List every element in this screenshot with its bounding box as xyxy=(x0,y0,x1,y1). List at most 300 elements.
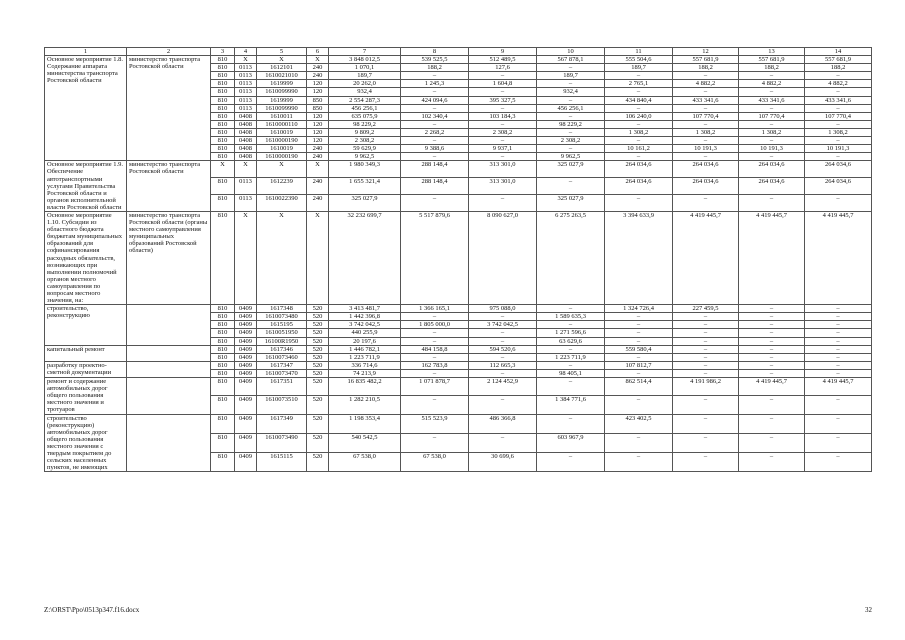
code-cell: 810 xyxy=(211,145,235,153)
amount-cell: – xyxy=(805,321,872,329)
amount-cell: – xyxy=(673,120,739,128)
amount-cell: 440 255,9 xyxy=(329,329,401,337)
amount-cell: 325 027,9 xyxy=(537,195,605,212)
code-cell: 1612101 xyxy=(257,64,307,72)
amount-cell: – xyxy=(739,453,805,472)
amount-cell: 32 232 699,7 xyxy=(329,211,401,304)
amount-cell: 264 034,6 xyxy=(673,161,739,178)
amount-cell: – xyxy=(805,361,872,369)
executor-cell: министерство транспорта Ростовской области (органы местного самоуправления муниципальных образований Ростовской области) xyxy=(127,211,211,304)
amount-cell: 2 268,2 xyxy=(401,128,469,136)
header-cell: 4 xyxy=(235,48,257,56)
amount-cell: 4 419 445,7 xyxy=(673,211,739,304)
code-cell: X xyxy=(257,211,307,304)
amount-cell: 107 770,4 xyxy=(739,112,805,120)
code-cell: 810 xyxy=(211,433,235,452)
code-cell: 810 xyxy=(211,80,235,88)
code-cell: 0409 xyxy=(235,321,257,329)
code-cell: 0409 xyxy=(235,378,257,396)
amount-cell: 1 070,1 xyxy=(329,64,401,72)
amount-cell: – xyxy=(805,137,872,145)
code-cell: 240 xyxy=(307,64,329,72)
amount-cell: 103 184,3 xyxy=(469,112,537,120)
amount-cell: – xyxy=(805,195,872,212)
table-row xyxy=(45,56,872,64)
table-row xyxy=(45,161,872,178)
code-cell: 1610000110 xyxy=(257,120,307,128)
amount-cell: 2 554 287,3 xyxy=(329,96,401,104)
amount-cell: – xyxy=(537,145,605,153)
amount-cell: 456 256,1 xyxy=(537,104,605,112)
amount-cell: – xyxy=(805,329,872,337)
amount-cell: – xyxy=(605,120,673,128)
amount-cell: – xyxy=(537,112,605,120)
amount-cell: 67 538,0 xyxy=(401,453,469,472)
code-cell: 1610099990 xyxy=(257,104,307,112)
amount-cell: – xyxy=(537,64,605,72)
amount-cell: – xyxy=(739,329,805,337)
amount-cell: 4 882,2 xyxy=(805,80,872,88)
amount-cell: 1 282 210,5 xyxy=(329,396,401,414)
code-cell: 240 xyxy=(307,153,329,161)
amount-cell: – xyxy=(469,195,537,212)
amount-cell: – xyxy=(673,396,739,414)
document-path: Z:\ORST\Ppo\0513p347.f16.docx xyxy=(44,606,140,614)
amount-cell: – xyxy=(805,88,872,96)
amount-cell: 188,2 xyxy=(673,64,739,72)
code-cell: 810 xyxy=(211,72,235,80)
amount-cell: – xyxy=(401,369,469,377)
amount-cell: 6 275 263,5 xyxy=(537,211,605,304)
amount-cell: 188,2 xyxy=(805,64,872,72)
amount-cell: 4 419 445,7 xyxy=(739,378,805,396)
amount-cell: – xyxy=(739,153,805,161)
amount-cell: 395 327,5 xyxy=(469,96,537,104)
code-cell: 120 xyxy=(307,128,329,136)
amount-cell: 434 840,4 xyxy=(605,96,673,104)
amount-cell: – xyxy=(673,453,739,472)
amount-cell: – xyxy=(401,433,469,452)
amount-cell: – xyxy=(673,353,739,361)
amount-cell: 515 523,9 xyxy=(401,414,469,433)
amount-cell: 1 271 596,6 xyxy=(537,329,605,337)
code-cell: 810 xyxy=(211,378,235,396)
amount-cell: – xyxy=(673,104,739,112)
code-cell: 810 xyxy=(211,329,235,337)
amount-cell: 433 341,6 xyxy=(805,96,872,104)
amount-cell: – xyxy=(739,120,805,128)
code-cell: 1610073490 xyxy=(257,433,307,452)
code-cell: X xyxy=(257,161,307,178)
amount-cell: 189,7 xyxy=(537,72,605,80)
amount-cell: – xyxy=(401,153,469,161)
code-cell: 520 xyxy=(307,313,329,321)
code-cell: 1617351 xyxy=(257,378,307,396)
code-cell: 1610019 xyxy=(257,128,307,136)
amount-cell: 264 034,6 xyxy=(605,161,673,178)
measure-name-cell: строительство (реконструкцию) автомобильных дорог общего пользования местного значения с твердым покрытием до сельских населенных пунктов, не имеющих xyxy=(45,414,127,472)
amount-cell: – xyxy=(739,396,805,414)
amount-cell: – xyxy=(469,104,537,112)
code-cell: 0113 xyxy=(235,195,257,212)
code-cell: X xyxy=(307,161,329,178)
code-cell: 1617346 xyxy=(257,345,307,353)
amount-cell: 30 699,6 xyxy=(469,453,537,472)
code-cell: 120 xyxy=(307,137,329,145)
code-cell: 850 xyxy=(307,96,329,104)
code-cell: 520 xyxy=(307,321,329,329)
code-cell: 0409 xyxy=(235,345,257,353)
amount-cell: – xyxy=(401,396,469,414)
amount-cell: – xyxy=(401,137,469,145)
amount-cell: 188,2 xyxy=(401,64,469,72)
header-cell: 10 xyxy=(537,48,605,56)
amount-cell: – xyxy=(673,72,739,80)
code-cell: 0113 xyxy=(235,64,257,72)
code-cell: 240 xyxy=(307,145,329,153)
code-cell: 0409 xyxy=(235,329,257,337)
code-cell: 810 xyxy=(211,64,235,72)
code-cell: 0408 xyxy=(235,112,257,120)
code-cell: 1610000190 xyxy=(257,137,307,145)
measure-name-cell: капитальный ремонт xyxy=(45,345,127,361)
amount-cell: – xyxy=(605,369,673,377)
amount-cell: 3 742 042,5 xyxy=(469,321,537,329)
code-cell: 1610051950 xyxy=(257,329,307,337)
amount-cell: 1 366 165,1 xyxy=(401,305,469,313)
executor-cell xyxy=(127,361,211,377)
code-cell: X xyxy=(235,56,257,64)
amount-cell: – xyxy=(605,353,673,361)
code-cell: 0409 xyxy=(235,337,257,345)
amount-cell: 10 191,3 xyxy=(805,145,872,153)
amount-cell: 313 301,0 xyxy=(469,178,537,195)
header-cell: 7 xyxy=(329,48,401,56)
amount-cell: – xyxy=(537,345,605,353)
executor-cell: министерство транспорта Ростовской области xyxy=(127,161,211,212)
budget-table xyxy=(44,47,872,472)
amount-cell: – xyxy=(605,72,673,80)
amount-cell: 2 308,2 xyxy=(329,137,401,145)
code-cell: 1610099990 xyxy=(257,88,307,96)
code-cell: 810 xyxy=(211,211,235,304)
amount-cell: 264 034,6 xyxy=(805,161,872,178)
code-cell: 520 xyxy=(307,337,329,345)
code-cell: 1615195 xyxy=(257,321,307,329)
amount-cell: – xyxy=(805,104,872,112)
amount-cell: 555 504,6 xyxy=(605,56,673,64)
amount-cell: 189,7 xyxy=(605,64,673,72)
amount-cell: – xyxy=(673,337,739,345)
amount-cell: 2 124 452,9 xyxy=(469,378,537,396)
code-cell: 1619999 xyxy=(257,80,307,88)
amount-cell: – xyxy=(401,72,469,80)
code-cell: X xyxy=(307,211,329,304)
code-cell: 520 xyxy=(307,433,329,452)
amount-cell: 264 034,6 xyxy=(605,178,673,195)
amount-cell: – xyxy=(469,369,537,377)
amount-cell: – xyxy=(805,353,872,361)
amount-cell: 1 589 635,3 xyxy=(537,313,605,321)
amount-cell: – xyxy=(469,137,537,145)
amount-cell: – xyxy=(739,369,805,377)
code-cell: 0409 xyxy=(235,305,257,313)
amount-cell: – xyxy=(805,305,872,313)
code-cell: 1617349 xyxy=(257,414,307,433)
amount-cell: 1 442 396,8 xyxy=(329,313,401,321)
code-cell: 520 xyxy=(307,353,329,361)
code-cell: 810 xyxy=(211,369,235,377)
header-cell: 6 xyxy=(307,48,329,56)
amount-cell: – xyxy=(401,120,469,128)
table-row xyxy=(45,414,872,433)
code-cell: 810 xyxy=(211,313,235,321)
amount-cell: – xyxy=(537,128,605,136)
header-row xyxy=(45,48,872,56)
code-cell: 520 xyxy=(307,329,329,337)
amount-cell: 288 148,4 xyxy=(401,178,469,195)
amount-cell: – xyxy=(673,321,739,329)
amount-cell: – xyxy=(605,433,673,452)
amount-cell: – xyxy=(739,414,805,433)
code-cell: 0408 xyxy=(235,120,257,128)
amount-cell: – xyxy=(739,433,805,452)
table-row xyxy=(45,345,872,353)
amount-cell: 9 809,2 xyxy=(329,128,401,136)
code-cell: 810 xyxy=(211,120,235,128)
amount-cell: – xyxy=(469,313,537,321)
amount-cell: 4 419 445,7 xyxy=(805,378,872,396)
amount-cell: – xyxy=(469,120,537,128)
code-cell: 810 xyxy=(211,414,235,433)
amount-cell: 102 340,4 xyxy=(401,112,469,120)
measure-name-cell: Основное мероприятие 1.8. Содержание аппарата министерства транспорта Ростовской области xyxy=(45,56,127,161)
measure-name-cell: Основное мероприятие 1.9. Обеспечение автотранспортными услугами Правительства Ростовской области и органов исполнительной власти Ростовской области xyxy=(45,161,127,212)
code-cell: 0409 xyxy=(235,353,257,361)
amount-cell: 4 419 445,7 xyxy=(739,211,805,304)
amount-cell: 3 394 633,9 xyxy=(605,211,673,304)
code-cell: 1610022390 xyxy=(257,195,307,212)
amount-cell: 264 034,6 xyxy=(739,161,805,178)
amount-cell: 1 223 711,9 xyxy=(537,353,605,361)
amount-cell: 9 937,1 xyxy=(469,145,537,153)
amount-cell: 3 848 012,5 xyxy=(329,56,401,64)
amount-cell: – xyxy=(401,88,469,96)
measure-name-cell: ремонт и содержание автомобильных дорог общего пользования местного значения и тротуаров xyxy=(45,378,127,414)
amount-cell: 456 256,1 xyxy=(329,104,401,112)
amount-cell: – xyxy=(605,137,673,145)
amount-cell: – xyxy=(469,433,537,452)
amount-cell: 9 962,5 xyxy=(537,153,605,161)
code-cell: 0113 xyxy=(235,72,257,80)
table-row xyxy=(45,305,872,313)
code-cell: 810 xyxy=(211,195,235,212)
measure-name-cell: строительство, реконструкцию xyxy=(45,305,127,345)
amount-cell: 594 520,6 xyxy=(469,345,537,353)
amount-cell: – xyxy=(537,96,605,104)
amount-cell: 227 459,5 xyxy=(673,305,739,313)
code-cell: 0409 xyxy=(235,313,257,321)
measure-name-cell: Основное мероприятие 1.10. Субсидии из областного бюджета бюджетам муниципальных образований для софинансирования расходных обязательств, возникающих при выполнении полномочий органов местного самоуправления по вопросам местного значения, на: xyxy=(45,211,127,304)
amount-cell: 2 765,1 xyxy=(605,80,673,88)
amount-cell: – xyxy=(469,353,537,361)
amount-cell: – xyxy=(805,120,872,128)
amount-cell: 1 308,2 xyxy=(605,128,673,136)
amount-cell: – xyxy=(605,396,673,414)
header-cell: 13 xyxy=(739,48,805,56)
amount-cell: 1 805 000,0 xyxy=(401,321,469,329)
executor-cell xyxy=(127,378,211,414)
code-cell: 1612239 xyxy=(257,178,307,195)
amount-cell: – xyxy=(537,361,605,369)
table-body xyxy=(45,48,872,472)
amount-cell: – xyxy=(805,396,872,414)
code-cell: 810 xyxy=(211,96,235,104)
header-cell: 5 xyxy=(257,48,307,56)
code-cell: 810 xyxy=(211,56,235,64)
code-cell: 120 xyxy=(307,88,329,96)
amount-cell: 336 714,6 xyxy=(329,361,401,369)
amount-cell: – xyxy=(469,72,537,80)
code-cell: 16100R1950 xyxy=(257,337,307,345)
table-row xyxy=(45,361,872,369)
code-cell: 120 xyxy=(307,112,329,120)
amount-cell: 1 446 782,1 xyxy=(329,345,401,353)
amount-cell: – xyxy=(673,153,739,161)
amount-cell: 932,4 xyxy=(329,88,401,96)
amount-cell: – xyxy=(605,321,673,329)
code-cell: X xyxy=(211,161,235,178)
page-number: 32 xyxy=(865,606,872,614)
amount-cell: 559 580,4 xyxy=(605,345,673,353)
amount-cell: – xyxy=(469,337,537,345)
amount-cell: – xyxy=(739,345,805,353)
amount-cell: 603 967,9 xyxy=(537,433,605,452)
amount-cell: 106 240,0 xyxy=(605,112,673,120)
code-cell: 0408 xyxy=(235,153,257,161)
code-cell: 810 xyxy=(211,453,235,472)
amount-cell: 557 681,9 xyxy=(673,56,739,64)
code-cell: 0409 xyxy=(235,433,257,452)
code-cell: 0408 xyxy=(235,145,257,153)
amount-cell: 10 191,3 xyxy=(739,145,805,153)
code-cell: 240 xyxy=(307,178,329,195)
amount-cell: 557 681,9 xyxy=(805,56,872,64)
amount-cell: 1 980 349,3 xyxy=(329,161,401,178)
amount-cell: – xyxy=(605,337,673,345)
amount-cell: – xyxy=(739,88,805,96)
amount-cell: 9 962,5 xyxy=(329,153,401,161)
code-cell: 0408 xyxy=(235,137,257,145)
amount-cell: – xyxy=(739,305,805,313)
code-cell: 520 xyxy=(307,414,329,433)
amount-cell: 127,6 xyxy=(469,64,537,72)
amount-cell: 10 161,2 xyxy=(605,145,673,153)
amount-cell: 189,7 xyxy=(329,72,401,80)
code-cell: 0409 xyxy=(235,369,257,377)
amount-cell: – xyxy=(401,313,469,321)
amount-cell: 2 308,2 xyxy=(537,137,605,145)
code-cell: 810 xyxy=(211,305,235,313)
amount-cell: – xyxy=(739,361,805,369)
code-cell: 240 xyxy=(307,195,329,212)
amount-cell: – xyxy=(673,329,739,337)
amount-cell: – xyxy=(805,414,872,433)
code-cell: 810 xyxy=(211,321,235,329)
amount-cell: 8 090 627,0 xyxy=(469,211,537,304)
amount-cell: 63 629,6 xyxy=(537,337,605,345)
code-cell: 1610073480 xyxy=(257,313,307,321)
executor-cell: министерство транспорта Ростовской области xyxy=(127,56,211,161)
amount-cell: – xyxy=(739,353,805,361)
amount-cell: – xyxy=(805,433,872,452)
amount-cell: 1 198 353,4 xyxy=(329,414,401,433)
amount-cell: – xyxy=(537,305,605,313)
amount-cell: 539 525,5 xyxy=(401,56,469,64)
header-cell: 8 xyxy=(401,48,469,56)
amount-cell: 264 034,6 xyxy=(805,178,872,195)
amount-cell: 10 191,3 xyxy=(673,145,739,153)
amount-cell: 2 308,2 xyxy=(469,128,537,136)
amount-cell: – xyxy=(401,353,469,361)
code-cell: 810 xyxy=(211,104,235,112)
amount-cell: 1 071 878,7 xyxy=(401,378,469,396)
code-cell: 1615115 xyxy=(257,453,307,472)
header-cell: 9 xyxy=(469,48,537,56)
code-cell: 0113 xyxy=(235,80,257,88)
code-cell: 0409 xyxy=(235,414,257,433)
code-cell: 1617347 xyxy=(257,361,307,369)
code-cell: 0409 xyxy=(235,361,257,369)
code-cell: 0113 xyxy=(235,104,257,112)
amount-cell: 1 384 771,6 xyxy=(537,396,605,414)
amount-cell: – xyxy=(605,195,673,212)
amount-cell: 4 882,2 xyxy=(673,80,739,88)
amount-cell: 635 075,9 xyxy=(329,112,401,120)
code-cell: 810 xyxy=(211,178,235,195)
amount-cell: 433 341,6 xyxy=(739,96,805,104)
code-cell: 810 xyxy=(211,337,235,345)
amount-cell: – xyxy=(805,345,872,353)
code-cell: 0113 xyxy=(235,96,257,104)
amount-cell: 932,4 xyxy=(537,88,605,96)
amount-cell: 975 088,0 xyxy=(469,305,537,313)
code-cell: 810 xyxy=(211,153,235,161)
amount-cell: 107 812,7 xyxy=(605,361,673,369)
amount-cell: – xyxy=(805,313,872,321)
amount-cell: 1 223 711,9 xyxy=(329,353,401,361)
code-cell: X xyxy=(257,56,307,64)
amount-cell: 1 324 726,4 xyxy=(605,305,673,313)
amount-cell: 98 405,1 xyxy=(537,369,605,377)
amount-cell: – xyxy=(673,195,739,212)
executor-cell xyxy=(127,345,211,361)
amount-cell: – xyxy=(739,313,805,321)
amount-cell: – xyxy=(739,104,805,112)
amount-cell: 1 245,3 xyxy=(401,80,469,88)
amount-cell: – xyxy=(401,195,469,212)
amount-cell: 67 538,0 xyxy=(329,453,401,472)
amount-cell: 484 158,8 xyxy=(401,345,469,353)
amount-cell: – xyxy=(673,137,739,145)
code-cell: 810 xyxy=(211,361,235,369)
code-cell: 1610019 xyxy=(257,145,307,153)
code-cell: 810 xyxy=(211,112,235,120)
header-cell: 12 xyxy=(673,48,739,56)
code-cell: 1610000190 xyxy=(257,153,307,161)
code-cell: 0409 xyxy=(235,396,257,414)
code-cell: 1619999 xyxy=(257,96,307,104)
